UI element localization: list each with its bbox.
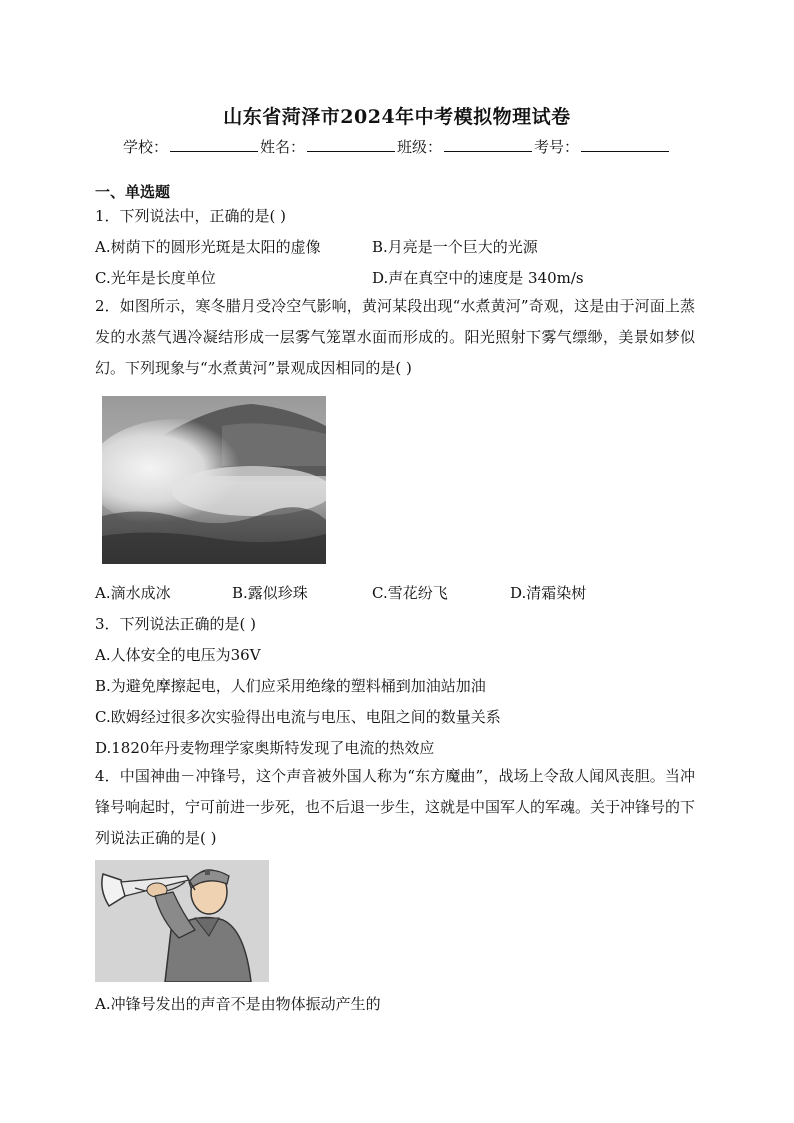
q3-option-a: A.人体安全的电压为36V xyxy=(95,646,261,664)
bugle-soldier-drawing xyxy=(95,860,269,982)
student-info-row xyxy=(0,136,794,157)
name-label: 姓名： xyxy=(259,138,305,156)
class-label: 班级： xyxy=(397,138,443,156)
q3-option-b: B.为避免摩擦起电，人们应采用绝缘的塑料桶到加油站加油 xyxy=(95,677,486,695)
q2-option-c: C.雪花纷飞 xyxy=(372,584,448,602)
section-heading: 一、单选题 xyxy=(95,183,171,201)
q2-option-d: D.清霜染树 xyxy=(510,584,587,602)
q3-option-c: C.欧姆经过很多次实验得出电流与电压、电阻之间的数量关系 xyxy=(95,708,501,726)
name-blank[interactable] xyxy=(307,137,395,152)
q1-stem: 1．下列说法中，正确的是( ) xyxy=(95,207,287,225)
class-blank[interactable] xyxy=(444,137,532,152)
number-label: 考号： xyxy=(534,138,580,156)
q1-option-d: D.声在真空中的速度是 340m/s xyxy=(372,269,584,287)
q1-option-a: A.树荫下的圆形光斑是太阳的虚像 xyxy=(95,238,321,256)
q2-option-b: B.露似珍珠 xyxy=(232,584,308,602)
q3-stem: 3．下列说法正确的是( ) xyxy=(95,615,257,633)
q3-option-d: D.1820年丹麦物理学家奥斯特发现了电流的热效应 xyxy=(95,739,435,757)
river-mist-photo xyxy=(102,396,326,564)
school-blank[interactable] xyxy=(170,137,258,152)
bugler-illustration xyxy=(95,860,269,982)
q2-option-a: A.滴水成冰 xyxy=(95,584,171,602)
number-blank[interactable] xyxy=(581,137,669,152)
q4-option-a: A.冲锋号发出的声音不是由物体振动产生的 xyxy=(95,995,381,1013)
q4-stem: 4．中国神曲－冲锋号，这个声音被外国人称为“东方魔曲”，战场上令敌人闻风丧胆。当冲锋号响起时，宁可前进一步死，也不后退一步生，这就是中国军人的军魂。关于冲锋号的下列说法正确的是( ) xyxy=(95,767,696,847)
q1-option-c: C.光年是长度单位 xyxy=(95,269,216,287)
school-label: 学校： xyxy=(122,138,168,156)
q1-option-b: B.月亮是一个巨大的光源 xyxy=(372,238,538,256)
q2-stem: 2．如图所示，寒冬腊月受冷空气影响，黄河某段出现“水煮黄河”奇观，这是由于河面上蒸发的水蒸气遇冷凝结形成一层雾气笼罩水面而形成的。阳光照射下雾气缥缈，美景如梦似幻。下列现象与“水煮黄河”景观成因相同的是( ) xyxy=(95,297,695,377)
river-mist-illustration xyxy=(102,396,326,564)
page-title: 山东省菏泽市2024年中考模拟物理试卷 xyxy=(223,106,571,128)
